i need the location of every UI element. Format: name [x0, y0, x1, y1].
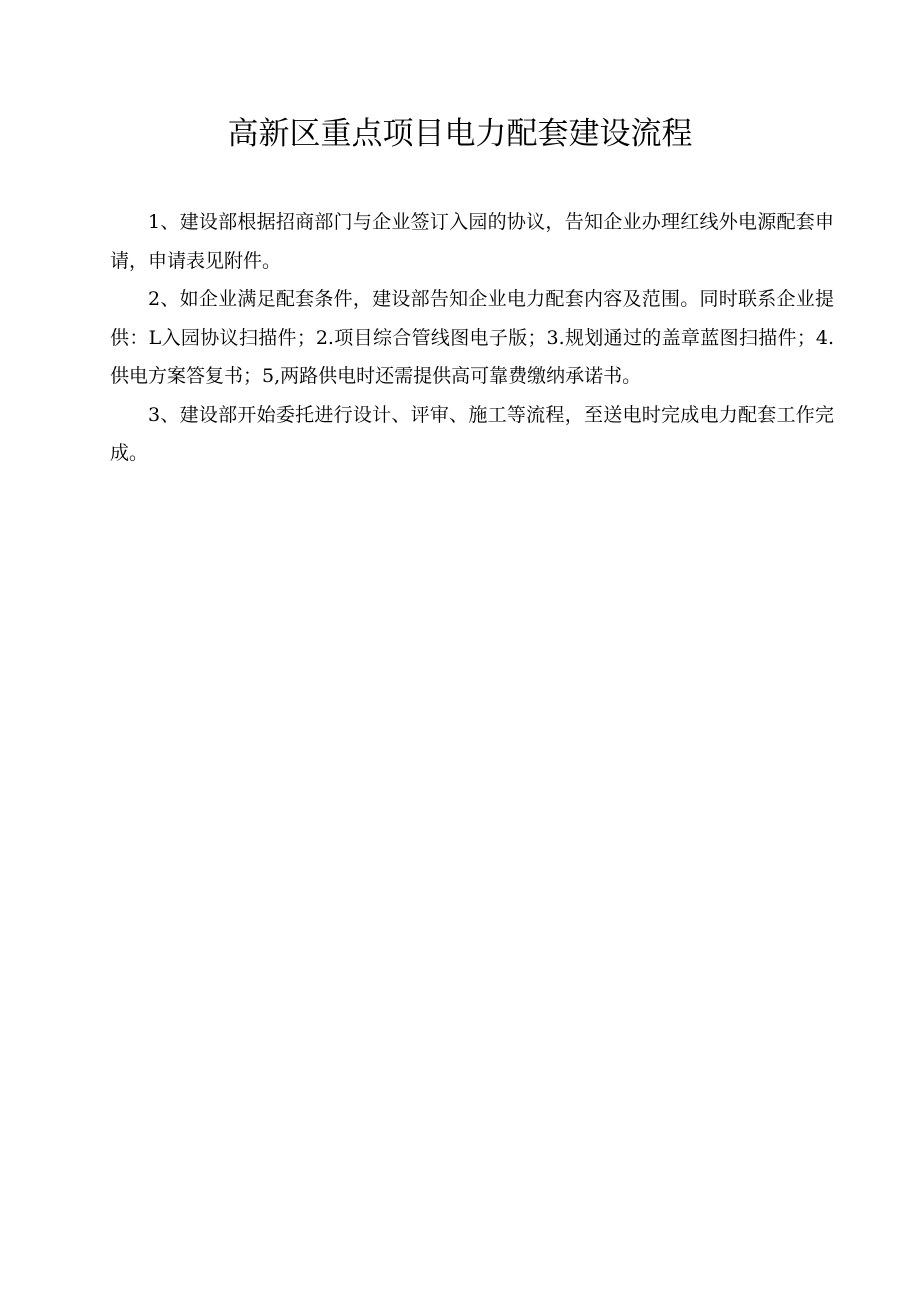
- paragraph-step-1: 1、建设部根据招商部门与企业签订入园的协议，告知企业办理红线外电源配套申请，申请表见附件。: [110, 211, 834, 272]
- paragraph-step-3: 3、建设部开始委托进行设计、评审、施工等流程，至送电时完成电力配套工作完成。: [110, 403, 834, 464]
- document-body: [110, 203, 834, 473]
- paragraph-step-2: 2、如企业满足配套条件，建设部告知企业电力配套内容及范围。同时联系企业提供：L入园协议扫描件；2.项目综合管线图电子版；3.规划通过的盖章蓝图扫描件；4.供电方案答复书；5,两路供电时还需提供高可靠费缴纳承诺书。: [110, 288, 834, 387]
- document-title: 高新区重点项目电力配套建设流程: [227, 116, 693, 152]
